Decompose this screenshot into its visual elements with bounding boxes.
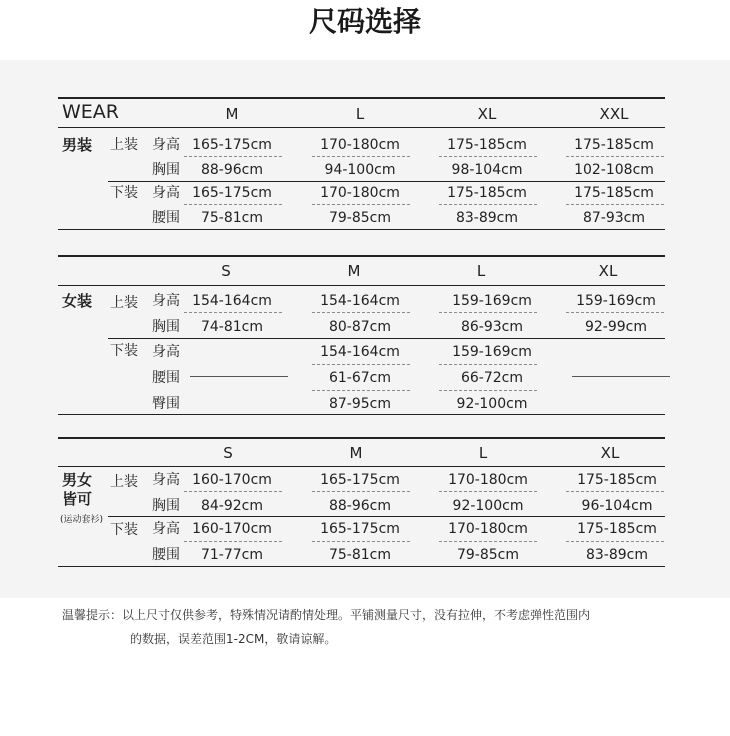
unisex-bottom-label: 下装 <box>110 522 138 538</box>
men-size-header: L <box>355 105 365 123</box>
note-line-2: 的数据，误差范围1-2CM，敬请谅解。 <box>130 632 337 646</box>
unisex-value-cell: 165-175cm <box>320 472 400 488</box>
unisex-value-cell: 96-104cm <box>581 498 653 514</box>
men-value-cell: 94-100cm <box>324 162 396 178</box>
note-line-1: 温馨提示：以上尺寸仅供参考，特殊情况请酌情处理。平铺测量尺寸，没有拉伸，不考虑弹性范围内 <box>62 608 591 622</box>
unisex-value-cell: 92-100cm <box>452 498 524 514</box>
men-size-header: XL <box>477 105 497 123</box>
women-header-rule <box>58 285 665 286</box>
men-group-label: 男装 <box>62 136 93 154</box>
women-row-divider <box>312 390 410 391</box>
women-value-cell: 154-164cm <box>320 293 400 309</box>
women-row-divider <box>184 312 282 313</box>
women-row-divider <box>312 364 410 365</box>
unisex-row-divider <box>439 541 537 542</box>
men-row-divider <box>184 204 282 205</box>
men-value-cell: 175-185cm <box>447 137 527 153</box>
men-top-rule <box>58 97 665 99</box>
men-value-cell: 79-85cm <box>328 210 392 226</box>
women-value-cell: 74-81cm <box>200 319 264 335</box>
women-value-cell: 61-67cm <box>328 370 392 386</box>
women-top-rule <box>58 255 665 257</box>
unisex-size-header: L <box>478 444 488 462</box>
men-row-divider <box>439 156 537 157</box>
unisex-top-rule <box>58 437 665 439</box>
men-bottom-rule <box>58 229 665 230</box>
unisex-value-cell: 170-180cm <box>448 521 528 537</box>
unisex-group-label-line2: 皆可 <box>62 490 93 508</box>
women-value-cell: 86-93cm <box>460 319 524 335</box>
men-top-label: 上装 <box>110 137 138 153</box>
unisex-value-cell: 175-185cm <box>577 472 657 488</box>
unisex-measure-label: 胸围 <box>152 498 180 514</box>
women-value-cell: 154-164cm <box>192 293 272 309</box>
women-bottom-rule <box>58 414 665 415</box>
women-measure-label: 臀围 <box>152 396 180 412</box>
women-bottom-label: 下装 <box>110 343 138 359</box>
women-value-cell: 159-169cm <box>452 344 532 360</box>
women-value-cell: 92-100cm <box>456 396 528 412</box>
unisex-value-cell: 71-77cm <box>200 547 264 563</box>
men-mid-rule <box>108 181 665 182</box>
unisex-value-cell: 170-180cm <box>448 472 528 488</box>
men-value-cell: 87-93cm <box>582 210 646 226</box>
women-row-divider <box>439 390 537 391</box>
men-value-cell: 170-180cm <box>320 137 400 153</box>
women-size-header: M <box>347 262 361 280</box>
men-value-cell: 102-108cm <box>574 162 654 178</box>
unisex-group-label-line1: 男女 <box>62 471 93 489</box>
men-value-cell: 165-175cm <box>192 137 272 153</box>
men-value-cell: 98-104cm <box>451 162 523 178</box>
unisex-measure-label: 腰围 <box>152 547 180 563</box>
women-top-label: 上装 <box>110 295 138 311</box>
women-empty-xl-line <box>572 376 670 377</box>
men-measure-label: 腰围 <box>152 210 180 226</box>
men-size-header: XXL <box>599 105 629 123</box>
unisex-row-divider <box>566 491 664 492</box>
unisex-value-cell: 84-92cm <box>200 498 264 514</box>
women-value-cell: 159-169cm <box>452 293 532 309</box>
men-value-cell: 83-89cm <box>455 210 519 226</box>
men-measure-label: 身高 <box>152 137 180 153</box>
unisex-size-header: S <box>223 444 233 462</box>
women-row-divider <box>566 312 664 313</box>
unisex-value-cell: 160-170cm <box>192 472 272 488</box>
men-value-cell: 88-96cm <box>200 162 264 178</box>
men-row-divider <box>312 156 410 157</box>
unisex-row-divider <box>566 541 664 542</box>
women-row-divider <box>439 312 537 313</box>
unisex-row-divider <box>312 491 410 492</box>
unisex-row-divider <box>312 541 410 542</box>
women-empty-s-line <box>190 376 288 377</box>
unisex-value-cell: 88-96cm <box>328 498 392 514</box>
men-value-cell: 165-175cm <box>192 185 272 201</box>
unisex-row-divider <box>184 491 282 492</box>
women-group-label: 女装 <box>62 292 93 310</box>
unisex-value-cell: 175-185cm <box>577 521 657 537</box>
unisex-measure-label: 身高 <box>152 521 180 537</box>
men-row-divider <box>566 156 664 157</box>
unisex-row-divider <box>184 541 282 542</box>
men-row-divider <box>184 156 282 157</box>
men-row-divider <box>566 204 664 205</box>
men-bottom-label: 下装 <box>110 185 138 201</box>
men-header-rule <box>58 127 665 128</box>
women-value-cell: 66-72cm <box>460 370 524 386</box>
women-measure-label: 胸围 <box>152 319 180 335</box>
women-value-cell: 80-87cm <box>328 319 392 335</box>
men-size-header: M <box>225 105 239 123</box>
women-measure-label: 腰围 <box>152 370 180 386</box>
unisex-measure-label: 身高 <box>152 472 180 488</box>
page-title: 尺码选择 <box>308 5 421 38</box>
wear-label: WEAR <box>62 101 119 123</box>
women-value-cell: 92-99cm <box>584 319 648 335</box>
unisex-top-label: 上装 <box>110 474 138 490</box>
men-value-cell: 175-185cm <box>574 185 654 201</box>
unisex-value-cell: 79-85cm <box>456 547 520 563</box>
women-mid-rule <box>108 338 665 339</box>
women-value-cell: 154-164cm <box>320 344 400 360</box>
unisex-value-cell: 160-170cm <box>192 521 272 537</box>
men-value-cell: 175-185cm <box>574 137 654 153</box>
women-size-header: S <box>221 262 231 280</box>
women-measure-label: 身高 <box>152 344 180 360</box>
men-row-divider <box>439 204 537 205</box>
women-value-cell: 87-95cm <box>328 396 392 412</box>
unisex-group-note: (运动套衫) <box>60 515 104 525</box>
men-value-cell: 170-180cm <box>320 185 400 201</box>
men-row-divider <box>312 204 410 205</box>
women-value-cell: 159-169cm <box>576 293 656 309</box>
unisex-bottom-rule <box>58 566 665 567</box>
men-measure-label: 身高 <box>152 185 180 201</box>
unisex-value-cell: 165-175cm <box>320 521 400 537</box>
women-row-divider <box>312 312 410 313</box>
unisex-size-header: M <box>349 444 363 462</box>
unisex-row-divider <box>439 491 537 492</box>
women-measure-label: 身高 <box>152 293 180 309</box>
men-measure-label: 胸围 <box>152 162 180 178</box>
men-value-cell: 175-185cm <box>447 185 527 201</box>
women-size-header: XL <box>598 262 618 280</box>
unisex-size-header: XL <box>600 444 620 462</box>
unisex-value-cell: 83-89cm <box>585 547 649 563</box>
men-value-cell: 75-81cm <box>200 210 264 226</box>
unisex-header-rule <box>58 466 665 467</box>
unisex-mid-rule <box>108 516 665 517</box>
women-row-divider <box>439 364 537 365</box>
women-size-header: L <box>476 262 486 280</box>
unisex-value-cell: 75-81cm <box>328 547 392 563</box>
